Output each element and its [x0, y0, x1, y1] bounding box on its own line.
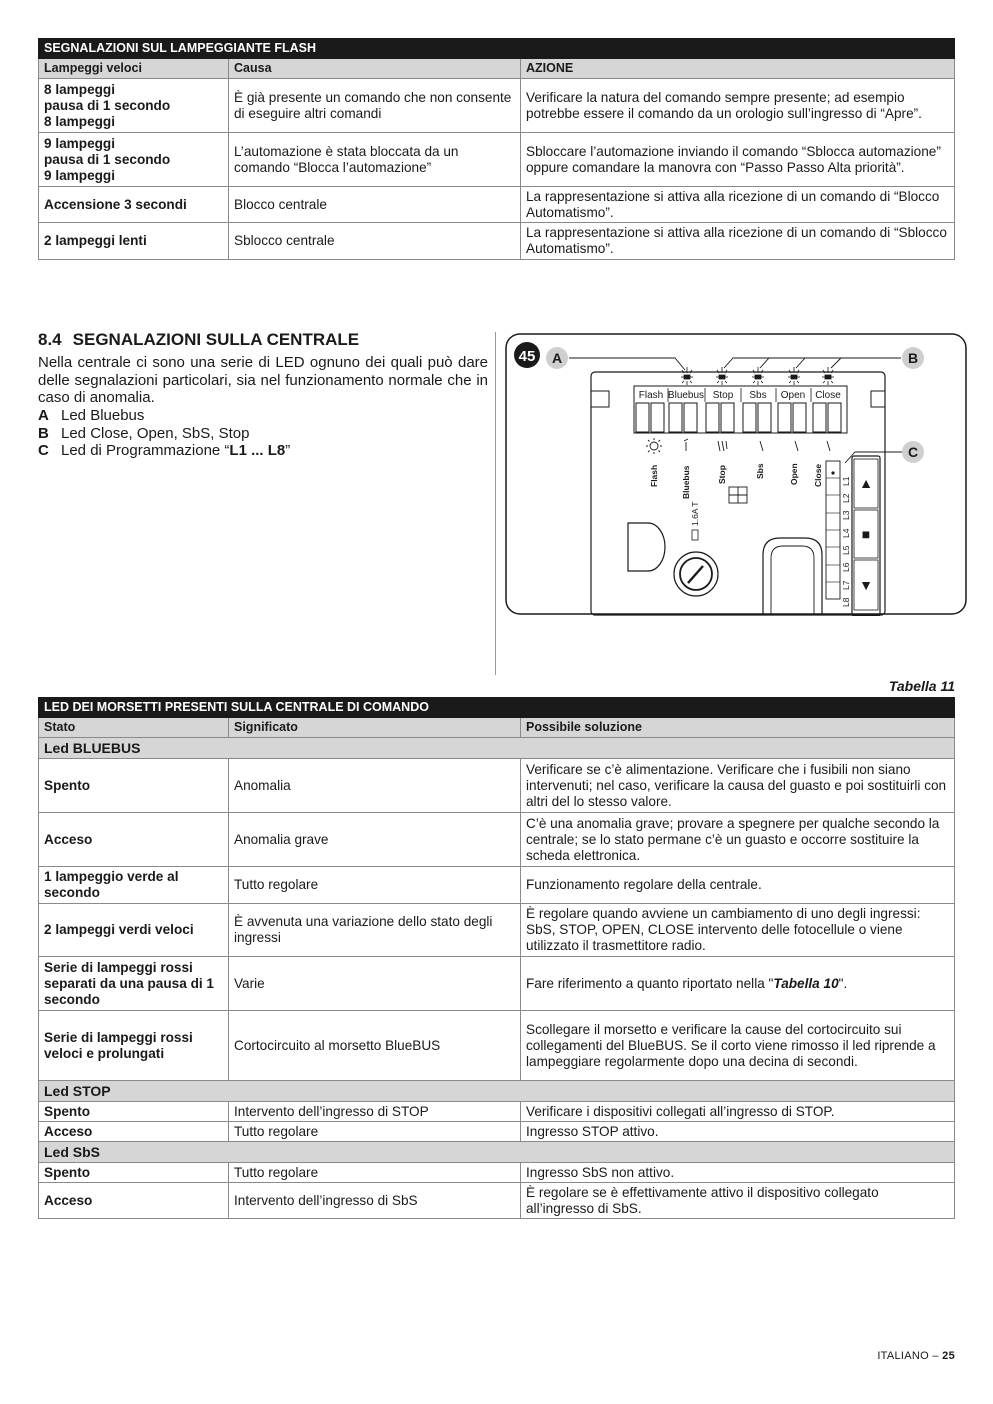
table-cell: L’automazione è stata bloccata da un comando “Blocca l’automazione” [229, 133, 521, 187]
table-cell: È già presente un comando che non consente di eseguire altri comandi [229, 79, 521, 133]
table-cell: 9 lampeggi pausa di 1 secondo 9 lampeggi [39, 133, 229, 187]
led-label: L4 [841, 528, 851, 538]
table-cell: Ingresso STOP attivo. [521, 1122, 955, 1142]
led-label: L2 [841, 493, 851, 503]
table-cell: Verificare la natura del comando sempre presente; ad esempio potrebbe essere il comando da un orologio sull’ingresso di “Apre”. [521, 79, 955, 133]
legend-list [38, 407, 498, 460]
section-number: 8.4 [38, 330, 62, 349]
section-title: SEGNALAZIONI SULLA CENTRALE [72, 330, 360, 349]
table-row [39, 133, 955, 187]
table-row [39, 223, 955, 260]
section-intro: Nella centrale ci sono una serie di LED ognuno dei quali può dare delle segnalazioni particolari, sia nel funzionamento normale che in caso di anomalia. [38, 354, 488, 406]
terminal-label: Close [815, 390, 841, 401]
terminal-leds-table [38, 697, 955, 1219]
led-label: L1 [841, 476, 851, 486]
table-cell: Accensione 3 secondi [39, 187, 229, 223]
legend-item [38, 425, 498, 443]
table-cell: Funzionamento regolare della centrale. [521, 867, 955, 904]
table-cell: 2 lampeggi lenti [39, 223, 229, 260]
terminal-label: Bluebus [667, 390, 705, 401]
table-cell: Scollegare il morsetto e verificare la cause del cortocircuito sui collegamenti del BlueBUS. Se il corto viene rimosso il led riprende a lampeggiare regolarmente dopo una decina di secondi. [521, 1011, 955, 1081]
column-header: Possibile soluzione [521, 718, 955, 738]
group-label: Led SbS [39, 1142, 955, 1163]
table-cell: È avvenuta una variazione dello stato degli ingressi [229, 904, 521, 957]
terminal-label: Stop [712, 390, 734, 401]
up-button-icon: ▲ [859, 475, 873, 491]
column-header: Lampeggi veloci [39, 59, 229, 79]
column-header: AZIONE [521, 59, 955, 79]
table-cell: 8 lampeggi pausa di 1 secondo 8 lampeggi [39, 79, 229, 133]
led-label: L8 [841, 597, 851, 607]
table-row [39, 1163, 955, 1183]
terminal-vertical-label: Open [789, 463, 799, 485]
table-cell: Anomalia [229, 759, 521, 813]
table-title: SEGNALAZIONI SUL LAMPEGGIANTE FLASH [39, 39, 955, 59]
legend-text: Led di Programmazione “L1 ... L8” [61, 442, 291, 459]
terminal-vertical-label: Bluebus [681, 465, 691, 499]
led-label: L7 [841, 580, 851, 590]
led-label: L6 [841, 562, 851, 572]
section-heading [38, 330, 359, 350]
table-cell: Sbloccare l’automazione inviando il comando “Sblocca automazione” oppure comandare la manovra con “Passo Passo Alta priorità”. [521, 133, 955, 187]
stop-button-icon: ■ [861, 526, 871, 542]
table-row [39, 79, 955, 133]
legend-item [38, 442, 498, 460]
table-caption: Tabella 11 [888, 678, 955, 694]
table-row [39, 867, 955, 904]
table-row [39, 187, 955, 223]
table-cell: Acceso [39, 1122, 229, 1142]
legend-key: B [38, 424, 49, 442]
control-board-diagram [505, 333, 967, 616]
led-label: L3 [841, 510, 851, 520]
table-title: LED DEI MORSETTI PRESENTI SULLA CENTRALE DI COMANDO [39, 698, 955, 718]
table-cell: Sblocco centrale [229, 223, 521, 260]
table-row [39, 1183, 955, 1219]
table-row [39, 1011, 955, 1081]
column-header: Stato [39, 718, 229, 738]
legend-key: A [38, 407, 49, 424]
table-cell: Anomalia grave [229, 813, 521, 867]
group-label: Led STOP [39, 1081, 955, 1102]
table-cell: Varie [229, 957, 521, 1011]
table-row [39, 904, 955, 957]
table-cell: Spento [39, 1102, 229, 1122]
terminal-label: Open [780, 390, 806, 401]
footer-language: ITALIANO – [877, 1350, 943, 1362]
page-footer [877, 1350, 955, 1362]
led-label: L5 [841, 545, 851, 555]
table-cell: 1 lampeggio verde al secondo [39, 867, 229, 904]
table-row [39, 813, 955, 867]
table-cell: C’è una anomalia grave; provare a spegnere per qualche secondo la centrale; se lo stato permane c’è un guasto e occorre sostituire la scheda elettronica. [521, 813, 955, 867]
table-cell: Spento [39, 1163, 229, 1183]
table-cell: Tutto regolare [229, 867, 521, 904]
table-cell: La rappresentazione si attiva alla ricezione di un comando di “Sblocco Automatismo”. [521, 223, 955, 260]
flash-signals-table [38, 38, 955, 260]
table-cell: È regolare quando avviene un cambiamento di uno degli ingressi: SbS, STOP, OPEN, CLOSE intervento delle fotocellule o viene utilizzato il trasmettitore radio. [521, 904, 955, 957]
legend-text: Led Close, Open, SbS, Stop [61, 424, 250, 442]
callout-b: B [907, 350, 919, 366]
table-cell: Blocco centrale [229, 187, 521, 223]
table-row [39, 1122, 955, 1142]
table-cell: Acceso [39, 1183, 229, 1219]
table-cell: Spento [39, 759, 229, 813]
figure-number: 45 [518, 348, 536, 365]
table-cell: Intervento dell’ingresso di STOP [229, 1102, 521, 1122]
table-cell: Fare riferimento a quanto riportato nella "Tabella 10". [521, 957, 955, 1011]
fuse-label: 1.6A T [690, 501, 700, 526]
column-divider [495, 332, 496, 675]
page-number: 25 [942, 1350, 955, 1362]
table-cell: È regolare se è effettivamente attivo il dispositivo collegato all’ingresso di SbS. [521, 1183, 955, 1219]
table-cell: Cortocircuito al morsetto BlueBUS [229, 1011, 521, 1081]
terminal-label: Sbs [749, 390, 767, 401]
terminal-vertical-label: Stop [717, 465, 727, 484]
terminal-vertical-label: Flash [649, 464, 659, 487]
callout-a: A [551, 350, 563, 366]
table-row [39, 957, 955, 1011]
table-cell: Serie di lampeggi rossi veloci e prolungati [39, 1011, 229, 1081]
legend-text: Led Bluebus [61, 407, 145, 424]
table-row [39, 759, 955, 813]
column-header: Significato [229, 718, 521, 738]
terminal-vertical-label: Close [813, 463, 823, 487]
table-cell: Tutto regolare [229, 1163, 521, 1183]
group-label: Led BLUEBUS [39, 738, 955, 759]
table-cell: Verificare se c’è alimentazione. Verificare che i fusibili non siano intervenuti; nel caso, verificare la causa del guasto e poi sostituirli con altri del lo stesso valore. [521, 759, 955, 813]
table-cell: Tutto regolare [229, 1122, 521, 1142]
table-cell: Serie di lampeggi rossi separati da una pausa di 1 secondo [39, 957, 229, 1011]
table-cell: 2 lampeggi verdi veloci [39, 904, 229, 957]
legend-key: C [38, 442, 49, 459]
table-cell: Ingresso SbS non attivo. [521, 1163, 955, 1183]
table-row [39, 1102, 955, 1122]
terminal-vertical-label: Sbs [755, 463, 765, 479]
down-button-icon: ▼ [859, 577, 873, 593]
table-cell: Acceso [39, 813, 229, 867]
terminal-label: Flash [638, 390, 664, 401]
callout-c: C [907, 444, 919, 460]
table-cell: La rappresentazione si attiva alla ricezione di un comando di “Blocco Automatismo”. [521, 187, 955, 223]
column-header: Causa [229, 59, 521, 79]
legend-item [38, 407, 498, 425]
table-cell: Intervento dell’ingresso di SbS [229, 1183, 521, 1219]
table-cell: Verificare i dispositivi collegati all’ingresso di STOP. [521, 1102, 955, 1122]
